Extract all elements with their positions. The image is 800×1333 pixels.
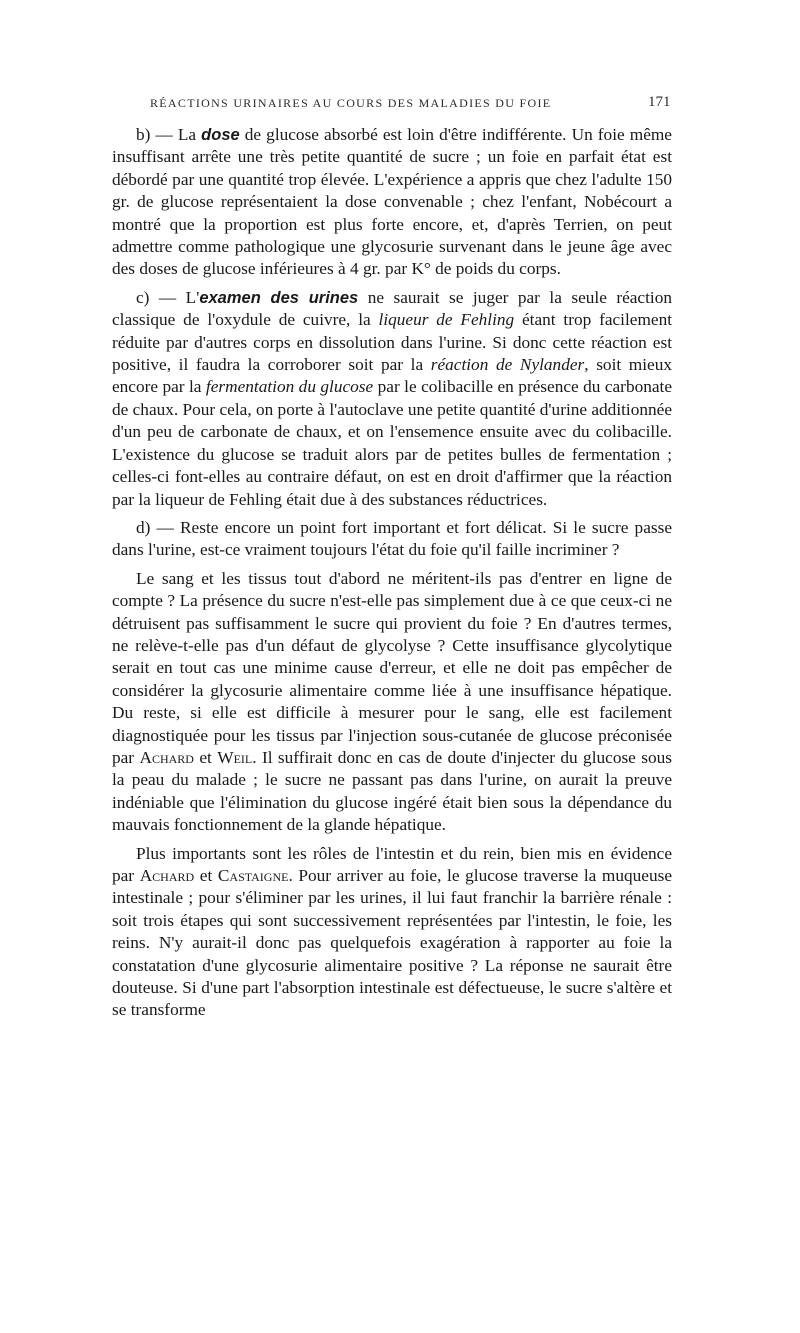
paragraph-marker: d) — — [136, 517, 181, 537]
paragraph-text: ne saurait se juger par la seule réaction classique de l'oxydule de cuivre, la — [112, 287, 672, 330]
paragraph-text: Le sang et les tissus tout d'abord ne méritent-ils pas d'entrer en ligne de compte ? La présence du sucre n'est-elle pas simplement due à ce que ceux-ci ne détruisent pas suffisamment le sucre qui provient du foie ? En d'autres termes, ne relève-t-elle pas d'un défaut de glycolyse ? Cette insuffisance glycolytique serait en tout cas une minime cause d'erreur, et elle ne doit pas empêcher de considérer la glycosurie alimentaire comme liée à une insuffisance hépatique. Du reste, si elle est difficile à mesurer pour le sang, elle est facilement diagnostiquée pour les tissus par l'injection sous-cutanée de glucose préconisée par — [112, 568, 672, 767]
paragraph-plus — [112, 843, 672, 1022]
paragraph-text: par le colibacille en présence du carbonate de chaux. Pour cela, on porte à l'autoclave une petite quantité d'urine additionnée d'un peu de carbonate de chaux, et on l'ensemence ensuite avec du colibacille. L'existence du glucose se traduit alors par de petites bulles de fermentation ; celles-ci font-elles au contraire défaut, on est en droit d'affirmer que la réaction par la liqueur de Fehling était due à des substances réductrices. — [112, 377, 673, 509]
emphasis-term: examen des urines — [199, 288, 359, 307]
author-name: Achard — [139, 747, 194, 767]
paragraph-text: , soit mieux encore par la — [112, 355, 673, 397]
running-head: RÉACTIONS URINAIRES AU COURS DES MALADIES DU FOIE — [150, 96, 552, 110]
paragraph-c — [112, 287, 672, 511]
emphasis-term: dose — [201, 126, 240, 144]
page-number: 171 — [648, 94, 671, 110]
italic-term: réaction de Nylander — [430, 355, 585, 375]
body-text — [112, 124, 672, 1022]
paragraph-text: et — [193, 747, 218, 767]
paragraph-text: Reste encore un point fort important et fort délicat. Si le sucre passe dans l'urine, est-ce vraiment toujours l'état du foie qu'il faille incriminer ? — [112, 517, 672, 560]
paragraph-text: étant trop facilement réduite par d'autres corps en dissolution dans l'urine. Si donc cette réaction est positive, il faudra la corroborer soit par la — [112, 310, 673, 375]
author-name: Castaigne — [217, 866, 289, 885]
paragraph-text: Plus importants sont les rôles de l'intestin et du rein, bien mis en évidence par — [112, 843, 672, 885]
paragraph-marker: b) — La — [136, 125, 202, 144]
paragraph-text: . Il suffirait donc en cas de doute d'injecter du glucose sous la peau du malade ; le sucre ne passant pas dans l'urine, on aurait la preuve indéniable que l'élimination du glucose ingéré était bien sous la dépendance du mauvais fonctionnement de la glande hépatique. — [112, 747, 672, 835]
paragraph-marker: c) — L' — [136, 287, 200, 307]
italic-term: liqueur de Fehling — [378, 310, 515, 330]
paragraph-sang — [112, 568, 672, 837]
paragraph-text: . Pour arriver au foie, le glucose traverse la muqueuse intestinale ; pour s'éliminer par les urines, il lui faut franchir la barrière rénale : soit trois étapes qui sont successivement représentées par l'intestin, le foie, les reins. N'y aurait-il donc pas quelquefois exagération à rapporter au foie la constatation d'une glycosurie alimentaire positive ? La réponse ne saurait être douteuse. Si d'une part l'absorption intestinale est défectueuse, le sucre s'altère et se transforme — [112, 866, 672, 1020]
italic-term: fermentation du glucose — [205, 377, 374, 397]
paragraph-text: et — [194, 866, 218, 885]
author-name: Achard — [139, 866, 195, 885]
paragraph-b — [112, 124, 672, 281]
paragraph-text: de glucose absorbé est loin d'être indifférente. Un foie même insuffisant arrête une très petite quantité de sucre ; un foie en parfait état est débordé par une quantité trop élevée. L'expérience a appris que chez l'adulte 150 gr. de glucose représentaient la dose convenable ; chez l'enfant, Nobécourt a montré que la proportion est plus forte encore, et, d'après Terrien, on peut admettre comme pathologique une glycosurie survenant dans le jeune âge avec des doses de glucose inférieures à 4 gr. par K° de poids du corps. — [112, 125, 672, 279]
paragraph-d — [112, 517, 672, 562]
author-name: Weil — [217, 747, 253, 767]
